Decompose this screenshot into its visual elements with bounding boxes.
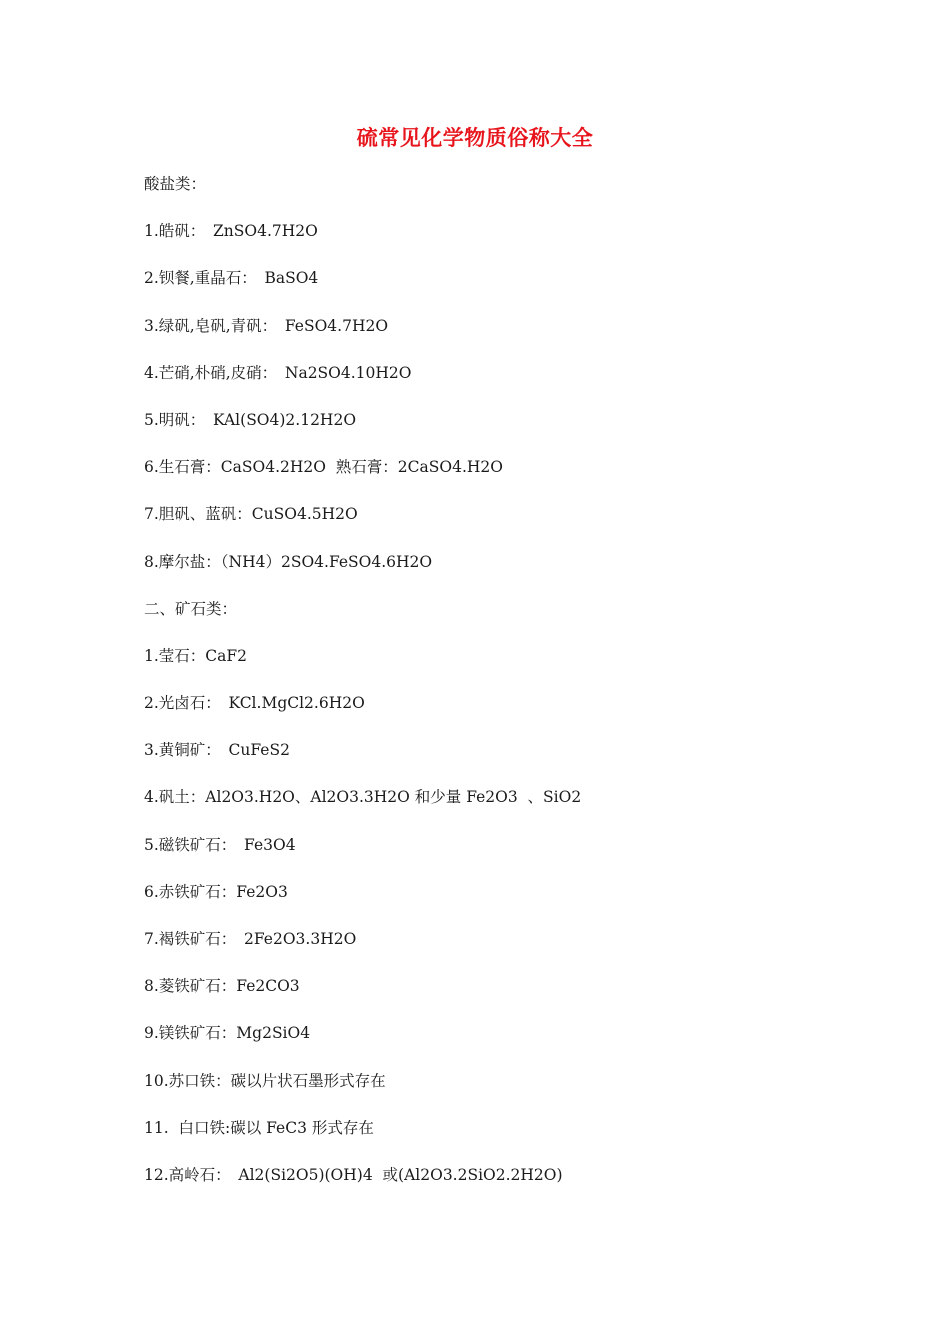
list-item: 6.生石膏：CaSO4.2H2O 熟石膏：2CaSO4.H2O xyxy=(144,458,503,477)
list-item: 8.摩尔盐：（NH4）2SO4.FeSO4.6H2O xyxy=(144,552,433,571)
section-heading: 二、矿石类： xyxy=(144,599,238,618)
list-item: 11. 白口铁:碳以 FeC3 形式存在 xyxy=(144,1118,374,1137)
list-item: 2.钡餐,重晶石： BaSO4 xyxy=(144,269,319,288)
list-item: 6.赤铁矿石：Fe2O3 xyxy=(144,882,288,901)
section-heading: 酸盐类： xyxy=(144,175,207,193)
list-item: 9.镁铁矿石：Mg2SiO4 xyxy=(144,1024,311,1043)
list-item: 3.黄铜矿： CuFeS2 xyxy=(144,741,290,760)
list-item: 7.胆矾、蓝矾：CuSO4.5H2O xyxy=(144,505,358,524)
list-item: 8.菱铁矿石：Fe2CO3 xyxy=(144,977,300,996)
list-item: 12.高岭石： Al2(Si2O5)(OH)4 或(Al2O3.2SiO2.2H2O) xyxy=(144,1165,563,1184)
list-item: 4.芒硝,朴硝,皮硝： Na2SO4.10H2O xyxy=(144,363,412,382)
list-item: 2.光卤石： KCl.MgCl2.6H2O xyxy=(144,694,365,713)
document-body xyxy=(144,172,864,1210)
list-item: 5.明矾： KAl(SO4)2.12H2O xyxy=(144,410,357,429)
list-item: 7.褐铁矿石： 2Fe2O3.3H2O xyxy=(144,930,357,948)
document-title: 硫常见化学物质俗称大全 xyxy=(356,125,594,150)
list-item: 4.矾土：Al2O3.H2O、Al2O3.3H2O 和少量 Fe2O3 、SiO2 xyxy=(144,788,582,807)
list-item: 1.莹石：CaF2 xyxy=(144,646,248,665)
list-item: 5.磁铁矿石： Fe3O4 xyxy=(144,835,296,854)
list-item: 1.皓矾： ZnSO4.7H2O xyxy=(144,222,318,241)
list-item: 10.苏口铁：碳以片状石墨形式存在 xyxy=(144,1071,386,1090)
list-item: 3.绿矾,皂矾,青矾： FeSO4.7H2O xyxy=(144,316,389,335)
